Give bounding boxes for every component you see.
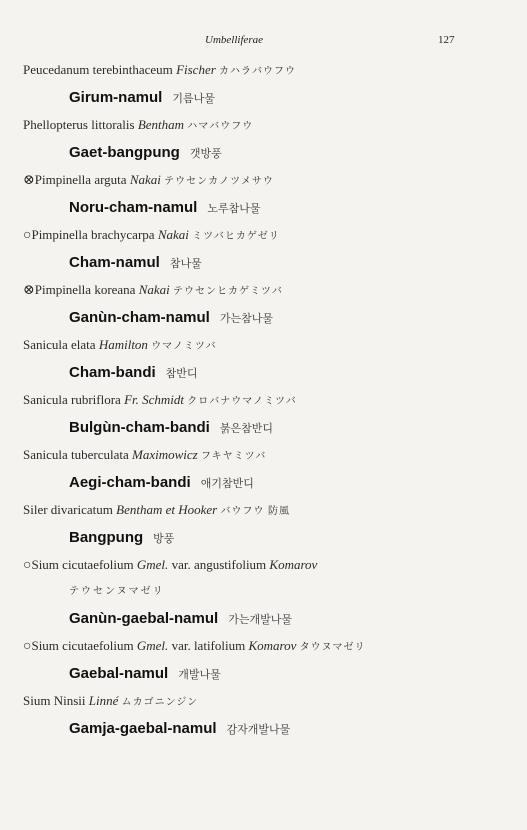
species-name: Sium cicutaefolium <box>31 638 134 653</box>
scientific-line <box>0 111 527 139</box>
hangul-name: 가는참나물 <box>219 313 273 325</box>
korean-line <box>0 715 527 742</box>
japanese-name: テウセンカノツメサウ <box>164 176 274 187</box>
running-title: Umbelliferae <box>205 34 264 46</box>
species-name: Sanicula tuberculata <box>23 447 129 462</box>
entry <box>0 331 527 386</box>
variety-author: Komarov <box>248 638 297 653</box>
korean-romanized-name: Noru-cham-namul <box>69 199 198 216</box>
hangul-name: 갯방풍 <box>189 148 222 160</box>
korean-romanized-name: Gamja-gaebal-namul <box>69 720 217 737</box>
korean-romanized-name: Bangpung <box>69 529 144 546</box>
scientific-line <box>0 56 527 84</box>
author-name: Nakai <box>138 282 170 297</box>
status-mark: ⊗ <box>23 173 35 188</box>
korean-line <box>0 469 527 496</box>
author-name: Gmel. <box>136 638 169 653</box>
japanese-name: ミツバヒカゲゼリ <box>192 231 280 242</box>
entry <box>0 56 527 111</box>
scientific-line <box>0 166 527 194</box>
entry <box>0 111 527 166</box>
author-name: Gmel. <box>136 557 169 572</box>
scientific-line <box>0 441 527 469</box>
status-mark: ○ <box>23 639 32 654</box>
author-name: Fr. Schmidt <box>124 392 185 407</box>
japanese-name: ハマバウフウ <box>187 121 254 132</box>
korean-line <box>0 84 527 111</box>
scientific-line <box>0 276 527 304</box>
entry <box>0 441 527 496</box>
page-number: 127 <box>438 34 455 46</box>
korean-line <box>0 304 527 331</box>
author-name: Fischer <box>176 62 216 77</box>
entry <box>0 276 527 331</box>
species-name: Siler divaricatum <box>23 502 113 517</box>
japanese-name-line: テウセンヌマゼリ <box>69 586 165 597</box>
author-name: Bentham <box>137 117 185 132</box>
korean-romanized-name: Bulgùn-cham-bandi <box>69 419 210 436</box>
scientific-line <box>0 632 527 660</box>
japanese-name: カハラバウフウ <box>219 66 297 77</box>
hangul-name: 참반디 <box>165 368 198 380</box>
entry <box>0 221 527 276</box>
species-name: Sium cicutaefolium <box>31 557 134 572</box>
hangul-name: 개발나물 <box>178 669 221 681</box>
korean-line <box>0 359 527 386</box>
korean-line <box>0 524 527 551</box>
hangul-name: 감자개발나물 <box>226 724 291 736</box>
korean-line <box>0 194 527 221</box>
korean-romanized-name: Cham-namul <box>69 254 160 271</box>
japanese-name: タウヌマゼリ <box>299 642 366 653</box>
japanese-name: バウフウ 防風 <box>220 506 290 517</box>
author-name: Nakai <box>129 172 161 187</box>
korean-romanized-name: Ganùn-gaebal-namul <box>69 610 219 627</box>
korean-romanized-name: Gaet-bangpung <box>69 144 180 161</box>
species-name: Pimpinella koreana <box>34 282 136 297</box>
korean-line <box>0 605 527 632</box>
scientific-line <box>0 496 527 524</box>
scientific-line <box>0 221 527 249</box>
species-name: Sanicula rubriflora <box>23 392 121 407</box>
scientific-line <box>0 551 527 579</box>
species-name: Peucedanum terebinthaceum <box>23 62 173 77</box>
hangul-name: 애기참반디 <box>200 478 254 490</box>
korean-romanized-name: Girum-namul <box>69 89 163 106</box>
scientific-line <box>0 331 527 359</box>
korean-romanized-name: Cham-bandi <box>69 364 156 381</box>
hangul-name: 붉은참반디 <box>219 423 273 435</box>
variety-name: var. angustifolium <box>171 557 267 572</box>
japanese-name: ムカゴニンジン <box>121 697 199 708</box>
japanese-name: ウマノミツバ <box>151 341 217 352</box>
japanese-name: テウセンヒカゲミツバ <box>173 286 283 297</box>
status-mark: ○ <box>23 558 32 573</box>
entry <box>0 386 527 441</box>
author-name: Maximowicz <box>132 447 198 462</box>
author-name: Hamilton <box>98 337 148 352</box>
status-mark: ○ <box>23 228 32 243</box>
entry-list <box>0 56 527 742</box>
korean-line <box>0 249 527 276</box>
korean-line <box>0 660 527 687</box>
author-name: Nakai <box>157 227 189 242</box>
author-name: Linné <box>88 693 119 708</box>
species-name: Pimpinella brachycarpa <box>31 227 155 242</box>
author-name: Bentham et Hooker <box>116 502 218 517</box>
korean-line <box>0 414 527 441</box>
species-name: Pimpinella arguta <box>34 172 127 187</box>
korean-romanized-name: Gaebal-namul <box>69 665 169 682</box>
korean-romanized-name: Aegi-cham-bandi <box>69 474 191 491</box>
korean-romanized-name: Ganùn-cham-namul <box>69 309 210 326</box>
scientific-line <box>0 386 527 414</box>
entry <box>0 632 527 687</box>
hangul-name: 방풍 <box>153 533 175 545</box>
entry <box>0 687 527 742</box>
entry <box>0 551 527 632</box>
page-header <box>0 34 527 50</box>
species-name: Sanicula elata <box>23 337 96 352</box>
entry <box>0 166 527 221</box>
variety-author: Komarov <box>269 557 318 572</box>
variety-name: var. latifolium <box>171 638 246 653</box>
hangul-name: 기름나물 <box>172 93 215 105</box>
species-name: Sium Ninsii <box>23 693 86 708</box>
korean-line <box>0 139 527 166</box>
status-mark: ⊗ <box>23 283 35 298</box>
hangul-name: 가는개발나물 <box>228 614 292 626</box>
japanese-name: フキヤミツバ <box>200 451 267 462</box>
hangul-name: 노루참나물 <box>207 203 261 215</box>
entry <box>0 496 527 551</box>
scientific-line <box>0 687 527 715</box>
japanese-name: クロバナウマノミツバ <box>187 396 297 407</box>
hangul-name: 참나물 <box>169 258 202 270</box>
species-name: Phellopterus littoralis <box>23 117 135 132</box>
